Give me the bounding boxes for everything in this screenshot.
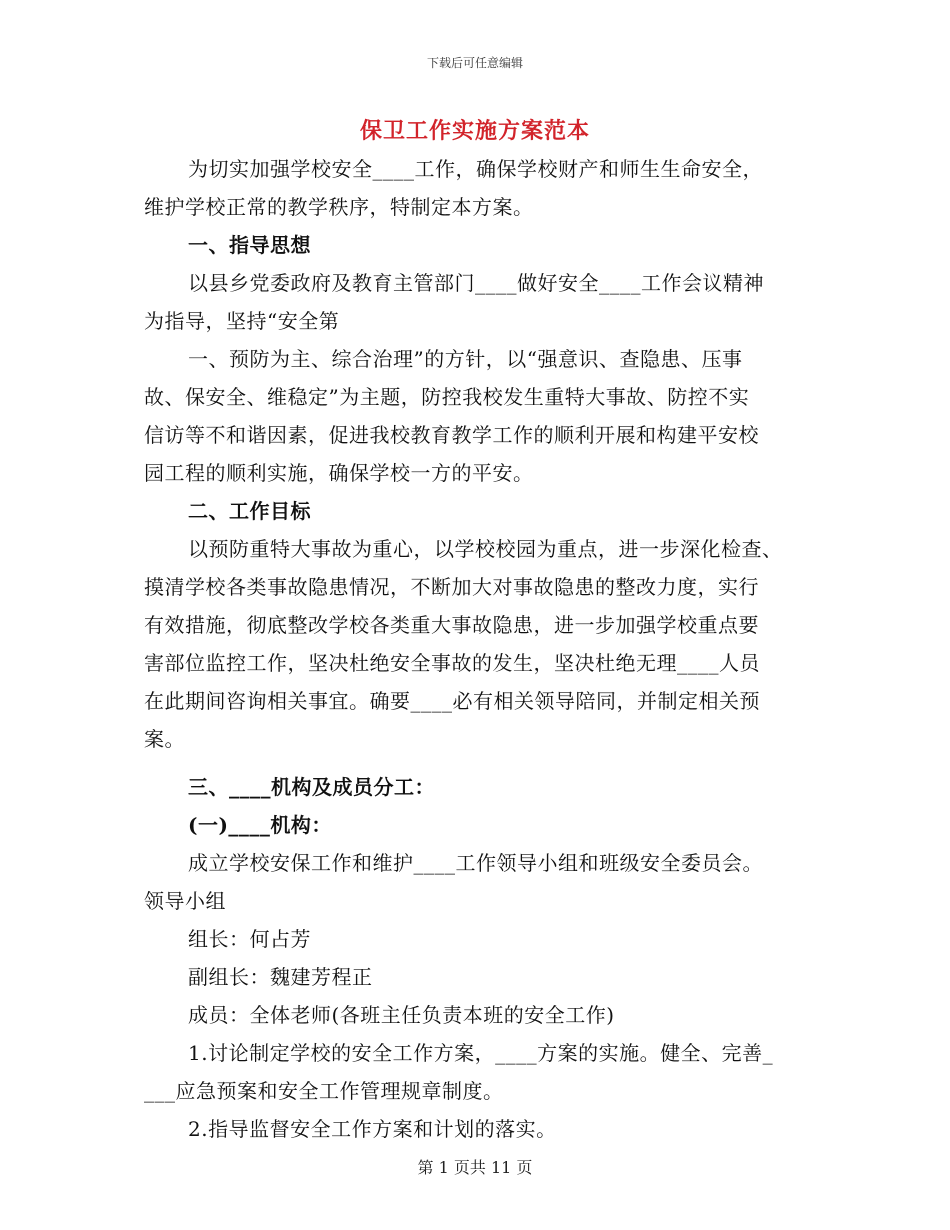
text-line: 以县乡党委政府及教育主管部门____做好安全____工作会议精神 xyxy=(188,271,764,295)
paragraph-gap xyxy=(144,758,824,768)
download-note: 下载后可任意编辑 xyxy=(426,56,523,70)
section-heading: 二、工作目标 xyxy=(188,499,311,523)
text-line: 为指导，坚持“安全第 xyxy=(144,309,340,333)
text-line: 一、预防为主、综合治理”的方针，以“强意识、查隐患、压事 xyxy=(188,347,743,371)
section-heading: 一、指导思想 xyxy=(188,233,311,257)
document-body xyxy=(144,150,824,1148)
text-line: 有效措施，彻底整改学校各类重大事故隐患，进一步加强学校重点要 xyxy=(144,613,759,637)
text-line: 故、保安全、维稳定”为主题，防控我校发生重特大事故、防控不实 xyxy=(144,385,750,409)
text-line: 维护学校正常的教学秩序，特制定本方案。 xyxy=(144,195,534,219)
section-heading: (一)____机构： xyxy=(188,813,332,837)
text-line: 1.讨论制定学校的安全工作方案，____方案的实施。健全、完善_ xyxy=(188,1041,774,1065)
text-line: 在此期间咨询相关事宜。确要____必有相关领导陪同，并制定相关预 xyxy=(144,689,760,713)
text-line: 信访等不和谐因素，促进我校教育教学工作的顺利开展和构建平安校 xyxy=(144,423,759,447)
text-line: 为切实加强学校安全____工作，确保学校财产和师生生命安全， xyxy=(188,157,763,181)
text-line: 组长：何占芳 xyxy=(188,927,311,951)
text-line: 领导小组 xyxy=(144,889,226,913)
text-line: 成立学校安保工作和维护____工作领导小组和班级安全委员会。 xyxy=(188,851,763,875)
text-line: 成员：全体老师(各班主任负责本班的安全工作) xyxy=(188,1003,615,1027)
text-line: 案。 xyxy=(144,727,185,751)
text-line: 摸清学校各类事故隐患情况，不断加大对事故隐患的整改力度，实行 xyxy=(144,575,759,599)
text-line: 以预防重特大事故为重心，以学校校园为重点，进一步深化检查、 xyxy=(188,537,783,561)
text-line: ___应急预案和安全工作管理规章制度。 xyxy=(144,1079,504,1103)
text-line: 2.指导监督安全工作方案和计划的落实。 xyxy=(188,1117,557,1141)
section-heading: 三、____机构及成员分工： xyxy=(188,775,435,799)
page-number-footer: 第 1 页共 11 页 xyxy=(417,1158,533,1177)
text-line: 副组长：魏建芳程正 xyxy=(188,965,373,989)
text-line: 害部位监控工作，坚决杜绝安全事故的发生，坚决杜绝无理____人员 xyxy=(144,651,760,675)
document-title: 保卫工作实施方案范本 xyxy=(359,118,590,144)
text-line: 园工程的顺利实施，确保学校一方的平安。 xyxy=(144,461,534,485)
